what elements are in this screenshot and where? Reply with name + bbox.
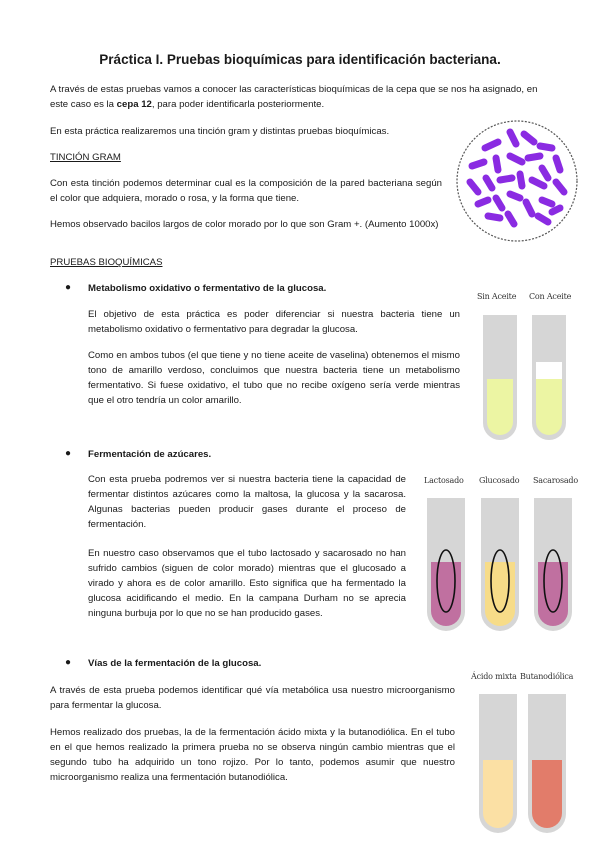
vias-paragraph-2: Hemos realizado dos pruebas, la de la fermentación ácido mixta y la butanodiólica. En el tubo en el que hemos realizado la primera prueba no se observa ningún cambio mientras que el segundo tubo ha adquirido un tono rojizo. Por lo tanto, podemos asumir que nuestro microorganismo realiza una fermentación butanodiólica.	[50, 727, 455, 783]
gram-heading: TINCIÓN GRAM	[50, 152, 121, 163]
tube-butanodiolica	[528, 694, 566, 833]
oxidativo-tubes	[478, 315, 578, 445]
tube-label-sin-aceite: Sin Aceite	[477, 292, 517, 301]
tube-label-sacarosado: Sacarosado	[533, 476, 578, 485]
vias-paragraph-1: A través de esta prueba podemos identificar qué vía metabólica usa nuestro microorganismo para fermentar la glucosa.	[50, 685, 455, 711]
azucares-title: Fermentación de azúcares.	[88, 449, 212, 460]
tube-sin-aceite	[483, 315, 517, 440]
tube-label-acido-mixta: Ácido mixta	[471, 672, 517, 681]
intro-text-before: A través de estas pruebas vamos a conocer las características bioquímicas de la cepa que se nos ha asignado, en este caso es la	[50, 84, 538, 110]
intro-cepa: cepa 12	[116, 99, 152, 110]
tube-label-butanodiolica: Butanodiólica	[520, 672, 574, 681]
vias-title: Vías de la fermentación de la glucosa.	[88, 658, 262, 669]
gram-paragraph-1: Con esta tinción podemos determinar cual es la composición de la pared bacteriana según el color que adquiera, morado o rosa, y la forma que tiene.	[50, 178, 442, 204]
page-title: Práctica I. Pruebas bioquímicas para identificación bacteriana.	[99, 52, 501, 67]
vias-tubes	[476, 694, 576, 840]
tube-lactosado	[427, 498, 465, 631]
intro-paragraph	[50, 82, 550, 112]
tube-glucosado	[481, 498, 519, 631]
tube-con-aceite	[532, 315, 566, 440]
azucares-paragraph-1: Con esta prueba podremos ver si nuestra bacteria tiene la capacidad de fermentar distintos azúcares como la maltosa, la glucosa y la sacarosa. Algunas bacterias pueden producir gases durante el proceso de fermentación.	[88, 474, 406, 530]
gram-stain-micrograph	[452, 118, 582, 244]
gram-paragraph-2: Hemos observado bacilos largos de color morado por lo que son Gram +. (Aumento 1000x)	[50, 219, 439, 230]
intro-text-after: , para poder identificarla posteriormente.	[151, 99, 325, 110]
azucares-tubes	[425, 498, 585, 638]
tube-label-con-aceite: Con Aceite	[529, 292, 572, 301]
oxidativo-paragraph-1: El objetivo de esta práctica es poder diferenciar si nuestra bacteria tiene un metabolismo oxidativo o fermentativo para degradar la glucosa.	[88, 309, 460, 335]
bullet-azucares: ●	[65, 448, 72, 459]
pruebas-heading: PRUEBAS BIOQUÍMICAS	[50, 257, 163, 268]
oxidativo-paragraph-2: Como en ambos tubos (el que tiene y no tiene aceite de vaselina) obtenemos el mismo tono de amarillo verdoso, concluimos que nuestra bacteria tiene un metabolismo fermentativo. Si fuese oxidativo, el tubo que no recibe oxígeno sería verde mientras que el otro tendría un color amarillo.	[88, 350, 460, 406]
oxidativo-title: Metabolismo oxidativo o fermentativo de la glucosa.	[88, 283, 327, 294]
tube-label-glucosado: Glucosado	[479, 476, 520, 485]
intro-paragraph-2: En esta práctica realizaremos una tinción gram y distintas pruebas bioquímicas.	[50, 126, 390, 137]
tube-acido-mixta	[479, 694, 517, 833]
azucares-paragraph-2: En nuestro caso observamos que el tubo lactosado y sacarosado no han sufrido cambios (siguen de color morado) mientras que el glucosado a virado y ahora es de color amarillo. Esto significa que ha fermentado la glucosa acidificando el medio. En la campana Durham no se aprecia ninguna burbuja por lo que no se han producido gases.	[88, 548, 406, 619]
tube-label-lactosado: Lactosado	[424, 476, 464, 485]
tube-sacarosado	[534, 498, 572, 631]
bullet-vias: ●	[65, 657, 72, 668]
bullet-oxidativo: ●	[65, 282, 72, 293]
